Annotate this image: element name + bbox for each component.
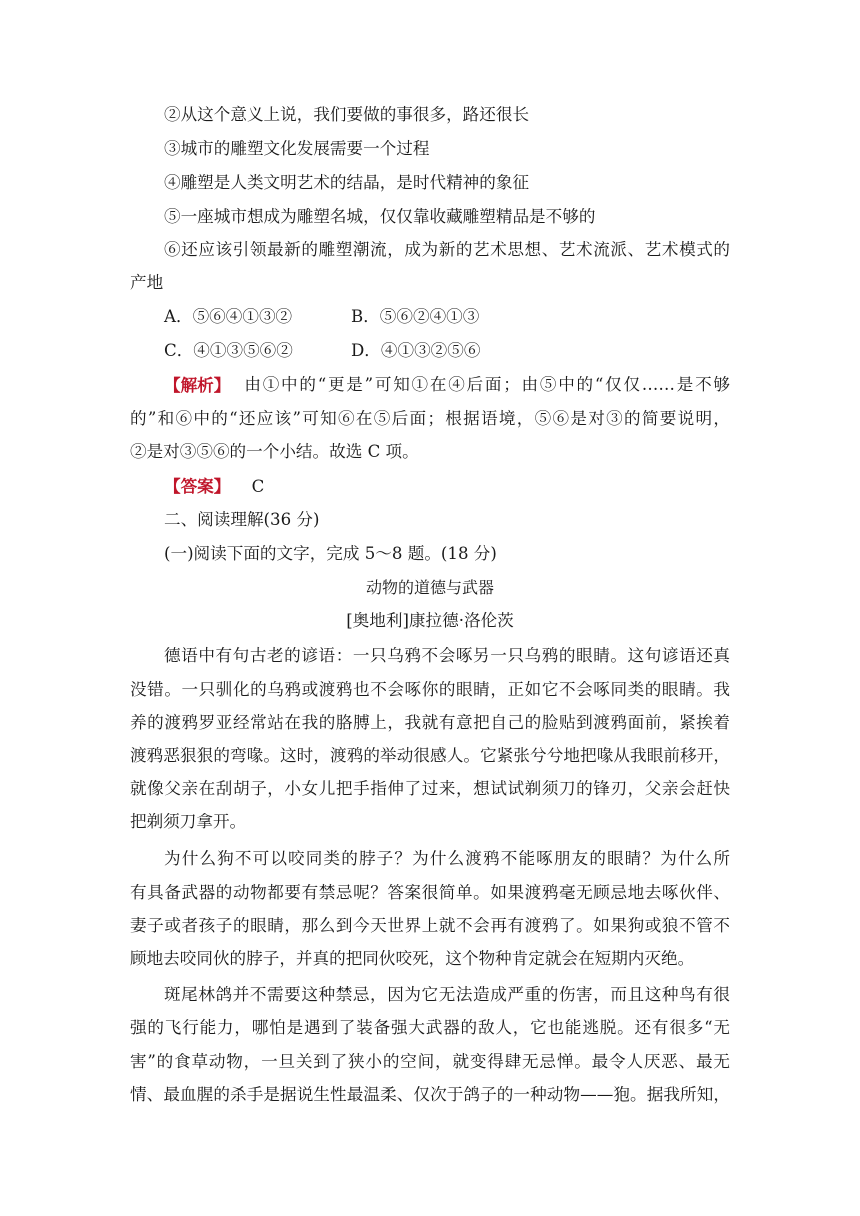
article-author: [奥地利]康拉德·洛伦茨 xyxy=(346,611,514,630)
analysis-line3: ②是对③⑤⑥的一个小结。故选 C 项。 xyxy=(130,442,419,461)
p3-line: 斑尾林鸽并不需要这种禁忌，因为它无法造成严重的伤害，而且这种鸟有很 xyxy=(164,985,730,1004)
p2-line: 妻子或者孩子的眼睛，那么到今天世界上就不会再有渡鸦了。如果狗或狼不管不 xyxy=(130,916,730,935)
p2-line: 为什么狗不可以咬同类的脖子？为什么渡鸦不能啄朋友的眼睛？为什么所 xyxy=(164,849,730,868)
p2-line: 顾地去咬同伙的脖子，并真的把同伙咬死，这个物种肯定就会在短期内灭绝。 xyxy=(130,949,695,968)
item-4: ④雕塑是人类文明艺术的结晶，是时代精神的象征 xyxy=(164,173,530,192)
p1-line: 把剃须刀拿开。 xyxy=(130,812,247,831)
p3-line: 情、最血腥的杀手是据说生性最温柔、仅次于鸽子的一种动物——狍。据我所知， xyxy=(130,1085,730,1104)
analysis-line2: 的”和⑥中的“还应该”可知⑥在⑤后面；根据语境，⑤⑥是对③的简要说明， xyxy=(130,409,730,428)
answer-value: C xyxy=(251,477,265,496)
item-3: ③城市的雕塑文化发展需要一个过程 xyxy=(164,139,430,158)
option-d: D．④①③②⑤⑥ xyxy=(351,341,481,360)
answer-tag: 【答案】 xyxy=(164,476,231,496)
analysis-text-1: 由①中的“更是”可知①在④后面；由⑤中的“仅仅……是不够 xyxy=(244,375,730,394)
answer-line xyxy=(164,476,764,497)
p1-line: 养的渡鸦罗亚经常站在我的胳膊上，我就有意把自己的脸贴到渡鸦面前，紧挨着 xyxy=(130,713,730,732)
section-subheading: (一)阅读下面的文字，完成 5～8 题。(18 分) xyxy=(164,544,497,563)
option-b: B．⑤⑥②④①③ xyxy=(351,307,480,326)
article-title: 动物的道德与武器 xyxy=(365,578,494,597)
item-5: ⑤一座城市想成为雕塑名城，仅仅靠收藏雕塑精品是不够的 xyxy=(164,207,596,226)
p3-line: 强的飞行能力，哪怕是遇到了装备强大武器的敌人，它也能逃脱。还有很多“无 xyxy=(130,1018,730,1037)
p2-line: 有具备武器的动物都要有禁忌呢？答案很简单。如果渡鸦毫无顾忌地去啄伙伴、 xyxy=(130,883,730,902)
p1-line: 德语中有句古老的谚语：一只乌鸦不会啄另一只乌鸦的眼睛。这句谚语还真 xyxy=(164,646,730,665)
option-a: A．⑤⑥④①③② xyxy=(164,307,293,326)
item-2: ②从这个意义上说，我们要做的事很多，路还很长 xyxy=(164,105,530,124)
analysis-line1 xyxy=(164,375,730,395)
p3-line: 害”的食草动物，一旦关到了狭小的空间，就变得肆无忌惮。最令人厌恶、最无 xyxy=(130,1052,730,1071)
analysis-tag: 【解析】 xyxy=(164,375,231,395)
p1-line: 渡鸦恶狠狠的弯喙。这时，渡鸦的举动很感人。它紧张兮兮地把喙从我眼前移开， xyxy=(130,746,730,765)
section-heading: 二、阅读理解(36 分) xyxy=(164,510,320,529)
p1-line: 没错。一只驯化的乌鸦或渡鸦也不会啄你的眼睛，正如它不会啄同类的眼睛。我 xyxy=(130,680,730,699)
item-6-line1: ⑥还应该引领最新的雕塑潮流，成为新的艺术思想、艺术流派、艺术模式的 xyxy=(164,240,730,259)
p1-line: 就像父亲在刮胡子，小女儿把手指伸了过来，想试试剃须刀的锋刃，父亲会赶快 xyxy=(130,779,730,798)
option-c: C．④①③⑤⑥② xyxy=(164,341,293,360)
item-6-line2: 产地 xyxy=(130,273,164,292)
